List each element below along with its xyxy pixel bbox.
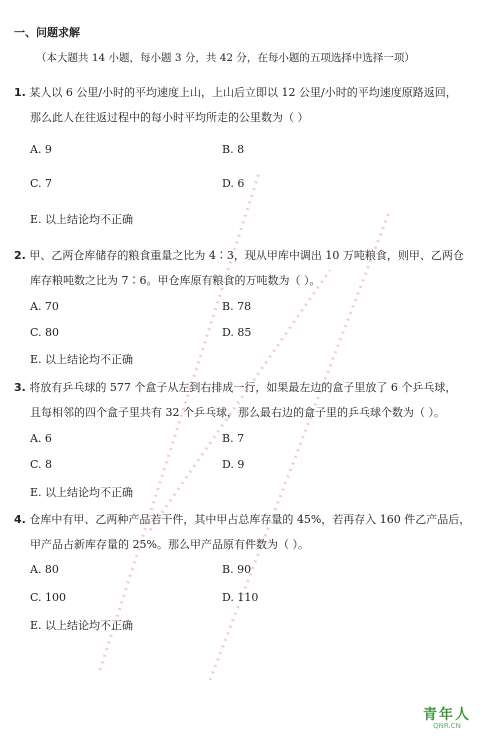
logo-text: 青年人 bbox=[423, 707, 471, 723]
question-text-line1: 某人以 6 公里/小时的平均速度上山，上山后立即以 12 公里/小时的平均速度原路返回， bbox=[29, 86, 457, 99]
option-c[interactable]: C. 7 bbox=[30, 177, 53, 190]
question-number: 3. bbox=[14, 381, 26, 394]
question-3 bbox=[14, 375, 474, 425]
question-text-line2: 库存粮吨数之比为 7∶6。甲仓库原有粮食的万吨数为（ ）。 bbox=[30, 274, 321, 287]
option-a[interactable]: A. 9 bbox=[30, 143, 52, 156]
option-e[interactable]: E. 以上结论均不正确 bbox=[30, 486, 134, 499]
site-logo bbox=[423, 704, 471, 730]
question-1 bbox=[14, 80, 474, 130]
option-a[interactable]: A. 6 bbox=[30, 432, 52, 445]
section-instruction: （本大题共 14 小题，每小题 3 分，共 42 分，在每小题的五项选择中选择一项） bbox=[36, 52, 415, 64]
question-number: 4. bbox=[14, 513, 26, 526]
question-text-line2: 那么此人在往返过程中的每小时平均所走的公里数为（ ） bbox=[30, 111, 309, 124]
question-text-line2: 甲产品占新库存量的 25%。那么甲产品原有件数为（ ）。 bbox=[30, 538, 309, 551]
question-text-line1: 将放有乒乓球的 577 个盒子从左到右排成一行，如果最左边的盒子里放了 6 个乒乓球， bbox=[29, 381, 457, 394]
option-d[interactable]: D. 110 bbox=[222, 591, 259, 604]
question-2 bbox=[14, 243, 474, 293]
option-d[interactable]: D. 9 bbox=[222, 458, 245, 471]
question-number: 1. bbox=[14, 86, 26, 99]
option-c[interactable]: C. 100 bbox=[30, 591, 67, 604]
logo-domain: QNR.CN bbox=[433, 722, 461, 730]
option-e[interactable]: E. 以上结论均不正确 bbox=[30, 213, 134, 226]
option-d[interactable]: D. 6 bbox=[222, 177, 245, 190]
option-a[interactable]: A. 80 bbox=[30, 563, 59, 576]
question-4 bbox=[14, 507, 474, 557]
option-e[interactable]: E. 以上结论均不正确 bbox=[30, 353, 134, 366]
question-text-line1: 甲、乙两仓库储存的粮食重量之比为 4∶3，现从甲库中调出 10 万吨粮食，则甲、乙两仓 bbox=[29, 249, 464, 262]
option-a[interactable]: A. 70 bbox=[30, 300, 59, 313]
option-b[interactable]: B. 78 bbox=[222, 300, 252, 313]
option-d[interactable]: D. 85 bbox=[222, 326, 252, 339]
option-c[interactable]: C. 8 bbox=[30, 458, 53, 471]
option-b[interactable]: B. 8 bbox=[222, 143, 245, 156]
option-c[interactable]: C. 80 bbox=[30, 326, 60, 339]
section-title: 一、问题求解 bbox=[14, 26, 80, 39]
question-text-line1: 仓库中有甲、乙两种产品若干件，其中甲占总库存量的 45%，若再存入 160 件乙产品后， bbox=[29, 513, 471, 526]
option-b[interactable]: B. 7 bbox=[222, 432, 245, 445]
question-number: 2. bbox=[14, 249, 26, 262]
option-b[interactable]: B. 90 bbox=[222, 563, 252, 576]
option-e[interactable]: E. 以上结论均不正确 bbox=[30, 619, 134, 632]
question-text-line2: 且每相邻的四个盒子里共有 32 个乒乓球，那么最右边的盒子里的乒乓球个数为（ ）。 bbox=[30, 406, 445, 419]
